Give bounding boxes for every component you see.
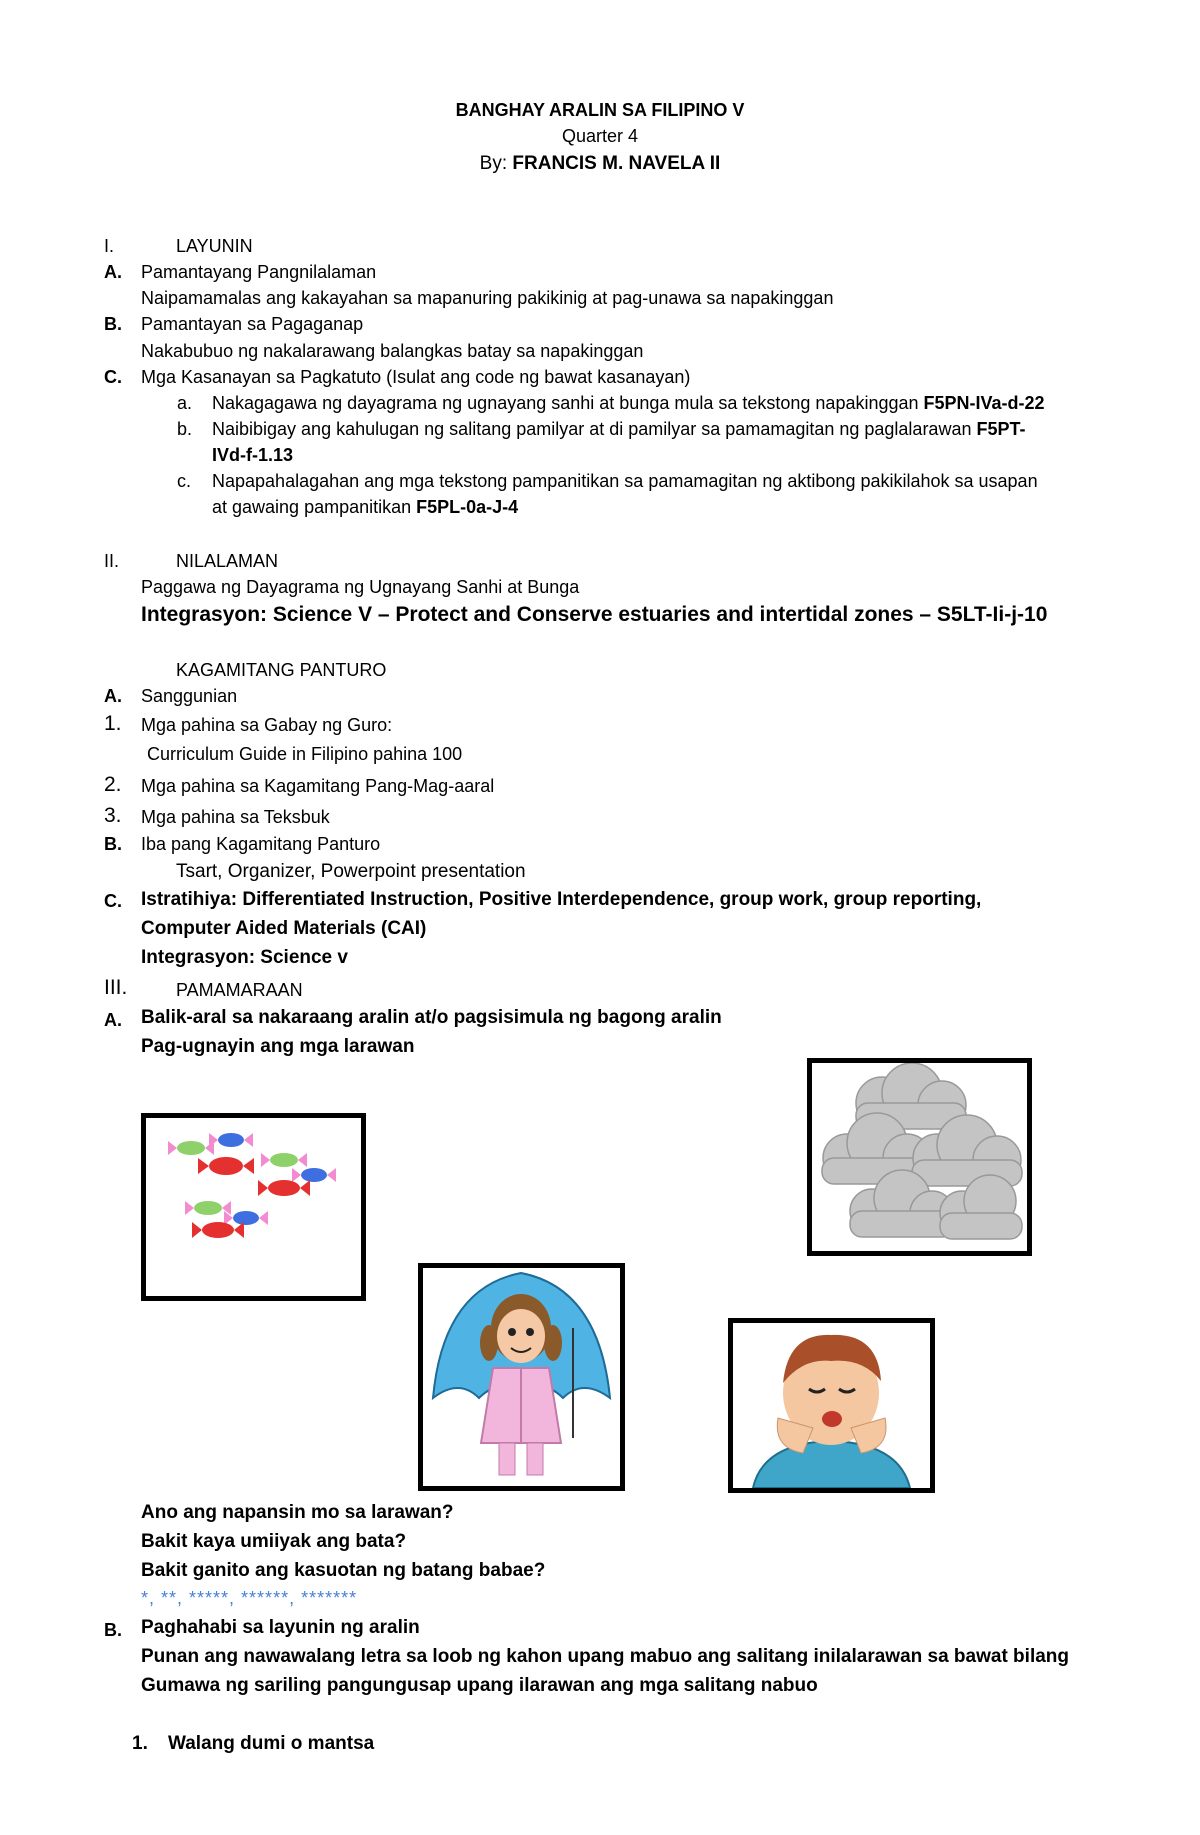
- content-topic: Paggawa ng Dayagrama ng Ugnayang Sanhi at Bunga: [141, 577, 580, 597]
- section-heading: PAMAMARAAN: [176, 980, 303, 1000]
- candies-image: [141, 1113, 366, 1301]
- girl-face-icon: [497, 1309, 545, 1363]
- sub-letter: a.: [177, 393, 193, 413]
- candy-icon: [192, 1222, 244, 1238]
- list-text: Mga pahina sa Gabay ng Guro:: [141, 715, 393, 735]
- doc-title: BANGHAY ARALIN SA FILIPINO V: [455, 100, 745, 120]
- item-text: Tsart, Organizer, Powerpoint presentation: [176, 861, 526, 882]
- item-text: Pag-ugnayin ang mga larawan: [141, 1036, 415, 1057]
- item-title: Iba pang Kagamitang Panturo: [141, 834, 381, 854]
- doc-byline: [0, 153, 1200, 175]
- section-heading: LAYUNIN: [176, 236, 253, 256]
- candy-icon: [198, 1157, 254, 1175]
- content-integration: Integrasyon: Science V – Protect and Conserve estuaries and intertidal zones – S5LT-Ii-j-10: [141, 603, 1048, 626]
- clouds-illustration: [812, 1063, 1027, 1251]
- candies-illustration: [146, 1118, 361, 1296]
- item-letter: B.: [104, 834, 122, 854]
- list-text: Mga pahina sa Teksbuk: [141, 807, 330, 827]
- candy-icon: [209, 1133, 253, 1147]
- author-name: FRANCIS M. NAVELA II: [512, 153, 721, 174]
- girl-umbrella-illustration: [423, 1268, 620, 1486]
- sub-letter: b.: [177, 419, 193, 439]
- competency-code: F5PN-IVa-d-22: [923, 393, 1045, 413]
- item-text: Naipamamalas ang kakayahan sa mapanuring pakikinig at pag-unawa sa napakinggan: [141, 288, 834, 308]
- question-1: Ano ang napansin mo sa larawan?: [141, 1502, 454, 1523]
- list-num: 1.: [104, 712, 122, 735]
- stars-line: *, **, *****, ******, *******: [141, 1588, 358, 1608]
- item-letter: C.: [104, 367, 122, 387]
- item-title: Pamantayan sa Pagaganap: [141, 314, 364, 334]
- section-num: I.: [104, 236, 115, 256]
- shirt-icon: [753, 1441, 910, 1488]
- item-title: Mga Kasanayan sa Pagkatuto (Isulat ang code ng bawat kasanayan): [141, 367, 691, 387]
- list-text: Mga pahina sa Kagamitang Pang-Mag-aaral: [141, 776, 495, 796]
- item-letter: A.: [104, 1010, 122, 1030]
- item-title: Balik-aral sa nakaraang aralin at/o pagsisimula ng bagong aralin: [141, 1007, 722, 1028]
- competency-code: F5PL-0a-J-4: [416, 497, 519, 517]
- girl-umbrella-image: [418, 1263, 625, 1491]
- item-title: Pamantayang Pangnilalaman: [141, 262, 377, 282]
- list-subtext: Curriculum Guide in Filipino pahina 100: [147, 744, 463, 764]
- sub-text-cont: at gawaing pampanitikan F5PL-0a-J-4: [212, 497, 519, 517]
- section-num: II.: [104, 551, 120, 571]
- item-title: Paghahabi sa layunin ng aralin: [141, 1617, 420, 1638]
- crying-boy-illustration: [733, 1323, 930, 1488]
- item-letter: B.: [104, 1620, 122, 1640]
- section-heading: KAGAMITANG PANTURO: [176, 660, 387, 680]
- doc-quarter: Quarter 4: [561, 126, 639, 146]
- sub-text: Nakagagawa ng dayagrama ng ugnayang sanhi at bunga mula sa tekstong napakinggan F5PN-IVa-d-22: [212, 393, 1045, 413]
- strategy-text: Computer Aided Materials (CAI): [141, 918, 427, 939]
- question-2: Bakit kaya umiiyak ang bata?: [141, 1531, 407, 1552]
- competency-code-cont: IVd-f-1.13: [212, 445, 294, 465]
- sub-letter: c.: [177, 471, 192, 491]
- candy-icon: [261, 1153, 307, 1167]
- list-num: 2.: [104, 773, 122, 796]
- item-text: Punan ang nawawalang letra sa loob ng kahon upang mabuo ang salitang inilalarawan sa bawat bilang: [141, 1646, 1070, 1667]
- candy-icon: [292, 1168, 336, 1182]
- strategy-text: Istratihiya: Differentiated Instruction, Positive Interdependence, group work, group reporting,: [141, 889, 982, 910]
- candy-icon: [168, 1141, 214, 1155]
- by-label: By:: [479, 153, 513, 174]
- list-num: 1.: [132, 1733, 148, 1754]
- competency-code: F5PT-: [976, 419, 1026, 439]
- strategy-integration: Integrasyon: Science v: [141, 947, 348, 968]
- clouds-image: [807, 1058, 1032, 1256]
- crying-boy-image: [728, 1318, 935, 1493]
- candy-icon: [258, 1180, 310, 1196]
- item-letter: A.: [104, 262, 122, 282]
- item-title: Sanggunian: [141, 686, 238, 706]
- item-letter: B.: [104, 314, 122, 334]
- list-text: Walang dumi o mantsa: [168, 1733, 375, 1754]
- question-3: Bakit ganito ang kasuotan ng batang babae?: [141, 1560, 546, 1581]
- sub-text: Naibibigay ang kahulugan ng salitang pamilyar at di pamilyar sa pamamagitan ng paglalarawan F5PT-: [212, 419, 1026, 439]
- item-text: Gumawa ng sariling pangungusap upang ilarawan ang mga salitang nabuo: [141, 1675, 818, 1696]
- item-text: Nakabubuo ng nakalarawang balangkas batay sa napakinggan: [141, 341, 644, 361]
- list-num: 3.: [104, 804, 122, 827]
- item-letter: C.: [104, 891, 122, 911]
- sub-text: Napapahalagahan ang mga tekstong pampanitikan sa pamamagitan ng aktibong pakikilahok sa usapan: [212, 471, 1038, 491]
- section-heading: NILALAMAN: [176, 551, 279, 571]
- section-num: III.: [104, 976, 128, 999]
- item-letter: A.: [104, 686, 122, 706]
